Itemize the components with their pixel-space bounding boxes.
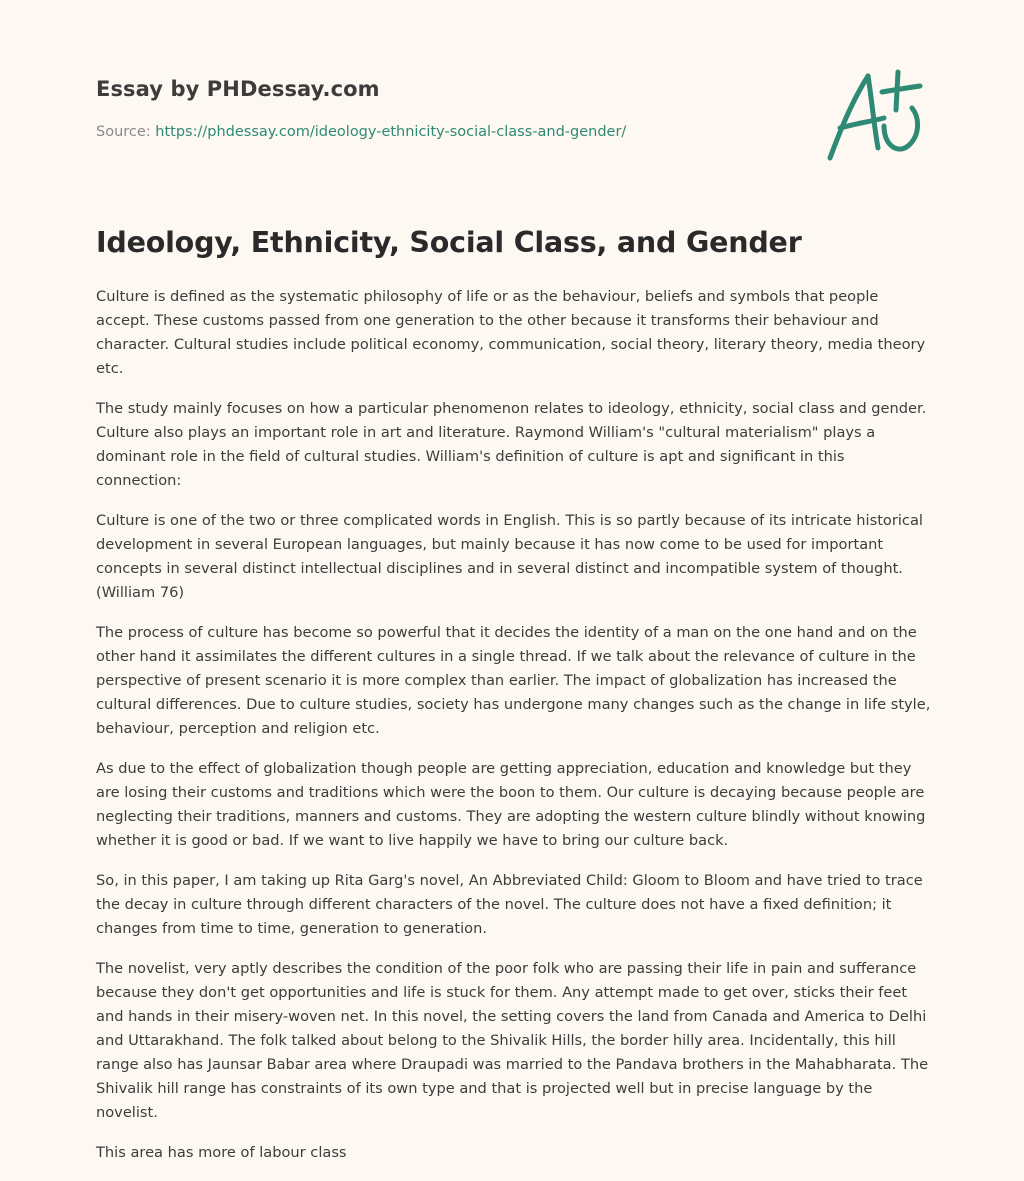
essay-body [96, 285, 932, 1181]
a-plus-logo-icon [822, 66, 932, 166]
paragraph: The novelist, very aptly describes the condition of the poor folk who are passing their life in pain and sufferance because they don't get opportunities and life is stuck for them. Any attempt made to get over, sticks their feet and hands in their misery-woven net. In this novel, the setting covers the land from Canada and America to Delhi and Uttarakhand. The folk talked about belong to the Shivalik Hills, the border hilly area. Incidentally, this hill range also has Jaunsar Babar area where Draupadi was married to the Pandava brothers in the Mahabharata. The Shivalik hill range has constraints of its own type and that is projected well but in precise language by the novelist. [96, 960, 929, 1121]
paragraph: Culture is one of the two or three complicated words in English. This is so partly because of its intricate historical development in several European languages, but mainly because it has now come to be used for important concepts in several distinct intellectual disciplines and in several distinct and incompatible system of thought. (William 76) [96, 512, 923, 601]
paragraph: As due to the effect of globalization though people are getting appreciation, education and knowledge but they are losing their customs and traditions which were the boon to them. Our culture is decaying because people are neglecting their traditions, manners and customs. They are adopting the western culture blindly without knowing whether it is good or bad. If we want to live happily we have to bring our culture back. [96, 760, 926, 849]
paragraph: This area has more of labour class [96, 1144, 347, 1161]
source-line [96, 124, 626, 140]
source-label: Source: [96, 124, 151, 140]
paragraph: The process of culture has become so powerful that it decides the identity of a man on the one hand and on the other hand it assimilates the different cultures in a single thread. If we talk about the relevance of culture in the perspective of present scenario it is more complex than earlier. The impact of globalization has increased the cultural differences. Due to culture studies, society has undergone many changes such as the change in life style, behaviour, perception and religion etc. [96, 624, 931, 737]
essay-title: Ideology, Ethnicity, Social Class, and Gender [96, 226, 802, 259]
paragraph: The study mainly focuses on how a particular phenomenon relates to ideology, ethnicity, social class and gender. Culture also plays an important role in art and literature. Raymond William's "cultural materialism" plays a dominant role in the field of cultural studies. William's definition of culture is apt and significant in this connection: [96, 400, 927, 489]
paragraph: Culture is defined as the systematic philosophy of life or as the behaviour, beliefs and symbols that people accept. These customs passed from one generation to the other because it transforms their behaviour and character. Cultural studies include political economy, communication, social theory, literary theory, media theory etc. [96, 288, 926, 377]
source-link[interactable]: https://phdessay.com/ideology-ethnicity-social-class-and-gender/ [155, 124, 627, 140]
paragraph: So, in this paper, I am taking up Rita Garg's novel, An Abbreviated Child: Gloom to Bloom and have tried to trace the decay in culture through different characters of the novel. The culture does not have a fixed definition; it changes from time to time, generation to generation. [96, 872, 923, 937]
site-brand: Essay by PHDessay.com [96, 77, 380, 101]
